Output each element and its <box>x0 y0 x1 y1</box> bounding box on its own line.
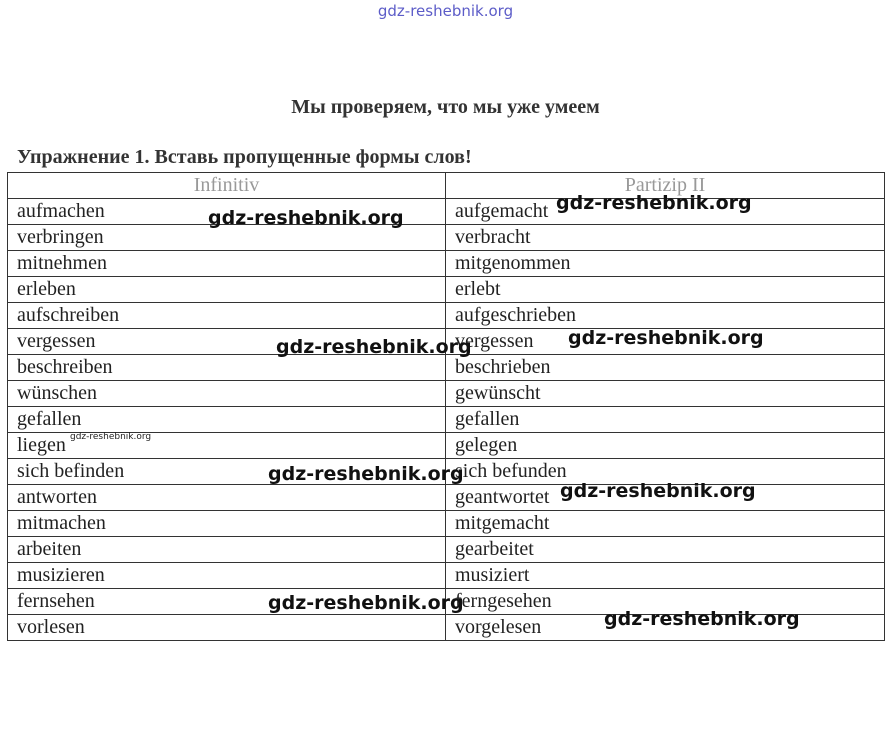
infinitiv-cell: aufmachen <box>8 199 446 225</box>
exercise-title: Упражнение 1. Вставь пропущенные формы слов! <box>17 146 472 168</box>
infinitiv-cell: antworten <box>8 485 446 511</box>
partizip-cell: verbracht <box>446 225 885 251</box>
infinitiv-cell: vorlesen <box>8 615 446 641</box>
table-row <box>8 563 885 589</box>
infinitiv-cell: erleben <box>8 277 446 303</box>
header-infinitiv: Infinitiv <box>8 173 446 199</box>
table-header-row <box>8 173 885 199</box>
verb-forms-table <box>7 172 885 641</box>
partizip-cell: gearbeitet <box>446 537 885 563</box>
watermark: gdz-reshebnik.org <box>560 480 756 502</box>
partizip-cell: ferngesehen <box>446 589 885 615</box>
partizip-cell: mitgenommen <box>446 251 885 277</box>
partizip-cell: gewünscht <box>446 381 885 407</box>
table-row <box>8 251 885 277</box>
watermark: gdz-reshebnik.org <box>268 463 464 485</box>
infinitiv-cell: mitnehmen <box>8 251 446 277</box>
partizip-cell: beschrieben <box>446 355 885 381</box>
partizip-cell: geantwortet <box>446 485 885 511</box>
table-row <box>8 407 885 433</box>
partizip-cell: aufgeschrieben <box>446 303 885 329</box>
watermark: gdz-reshebnik.org <box>568 327 764 349</box>
table-row <box>8 277 885 303</box>
partizip-cell: sich befunden <box>446 459 885 485</box>
partizip-cell: vorgelesen <box>446 615 885 641</box>
infinitiv-cell: gefallen <box>8 407 446 433</box>
watermark: gdz-reshebnik.org <box>268 592 464 614</box>
watermark: gdz-reshebnik.org <box>556 192 752 214</box>
partizip-cell: gefallen <box>446 407 885 433</box>
infinitiv-cell: sich befinden <box>8 459 446 485</box>
watermark: gdz-reshebnik.org <box>208 207 404 229</box>
partizip-cell: mitgemacht <box>446 511 885 537</box>
partizip-cell: musiziert <box>446 563 885 589</box>
header-partizip: Partizip II <box>446 173 885 199</box>
partizip-cell: vergessen <box>446 329 885 355</box>
table-row <box>8 511 885 537</box>
site-link[interactable]: gdz-reshebnik.org <box>377 2 514 20</box>
table-row <box>8 199 885 225</box>
page-title: Мы проверяем, что мы уже умеем <box>291 96 600 118</box>
table-body <box>8 199 885 641</box>
infinitiv-cell: verbringen <box>8 225 446 251</box>
partizip-cell: gelegen <box>446 433 885 459</box>
table-row <box>8 537 885 563</box>
table-row <box>8 355 885 381</box>
table-row <box>8 225 885 251</box>
infinitiv-cell: musizieren <box>8 563 446 589</box>
partizip-cell: aufgemacht <box>446 199 885 225</box>
table-row <box>8 381 885 407</box>
table-row <box>8 303 885 329</box>
infinitiv-cell: aufschreiben <box>8 303 446 329</box>
watermark: gdz-reshebnik.org <box>604 608 800 630</box>
infinitiv-cell: wünschen <box>8 381 446 407</box>
watermark-small: gdz-reshebnik.org <box>70 432 152 442</box>
watermark: gdz-reshebnik.org <box>276 336 472 358</box>
partizip-cell: erlebt <box>446 277 885 303</box>
infinitiv-cell: arbeiten <box>8 537 446 563</box>
infinitiv-cell: liegen <box>8 433 446 459</box>
infinitiv-cell: vergessen <box>8 329 446 355</box>
infinitiv-cell: beschreiben <box>8 355 446 381</box>
infinitiv-cell: fernsehen <box>8 589 446 615</box>
infinitiv-cell: mitmachen <box>8 511 446 537</box>
